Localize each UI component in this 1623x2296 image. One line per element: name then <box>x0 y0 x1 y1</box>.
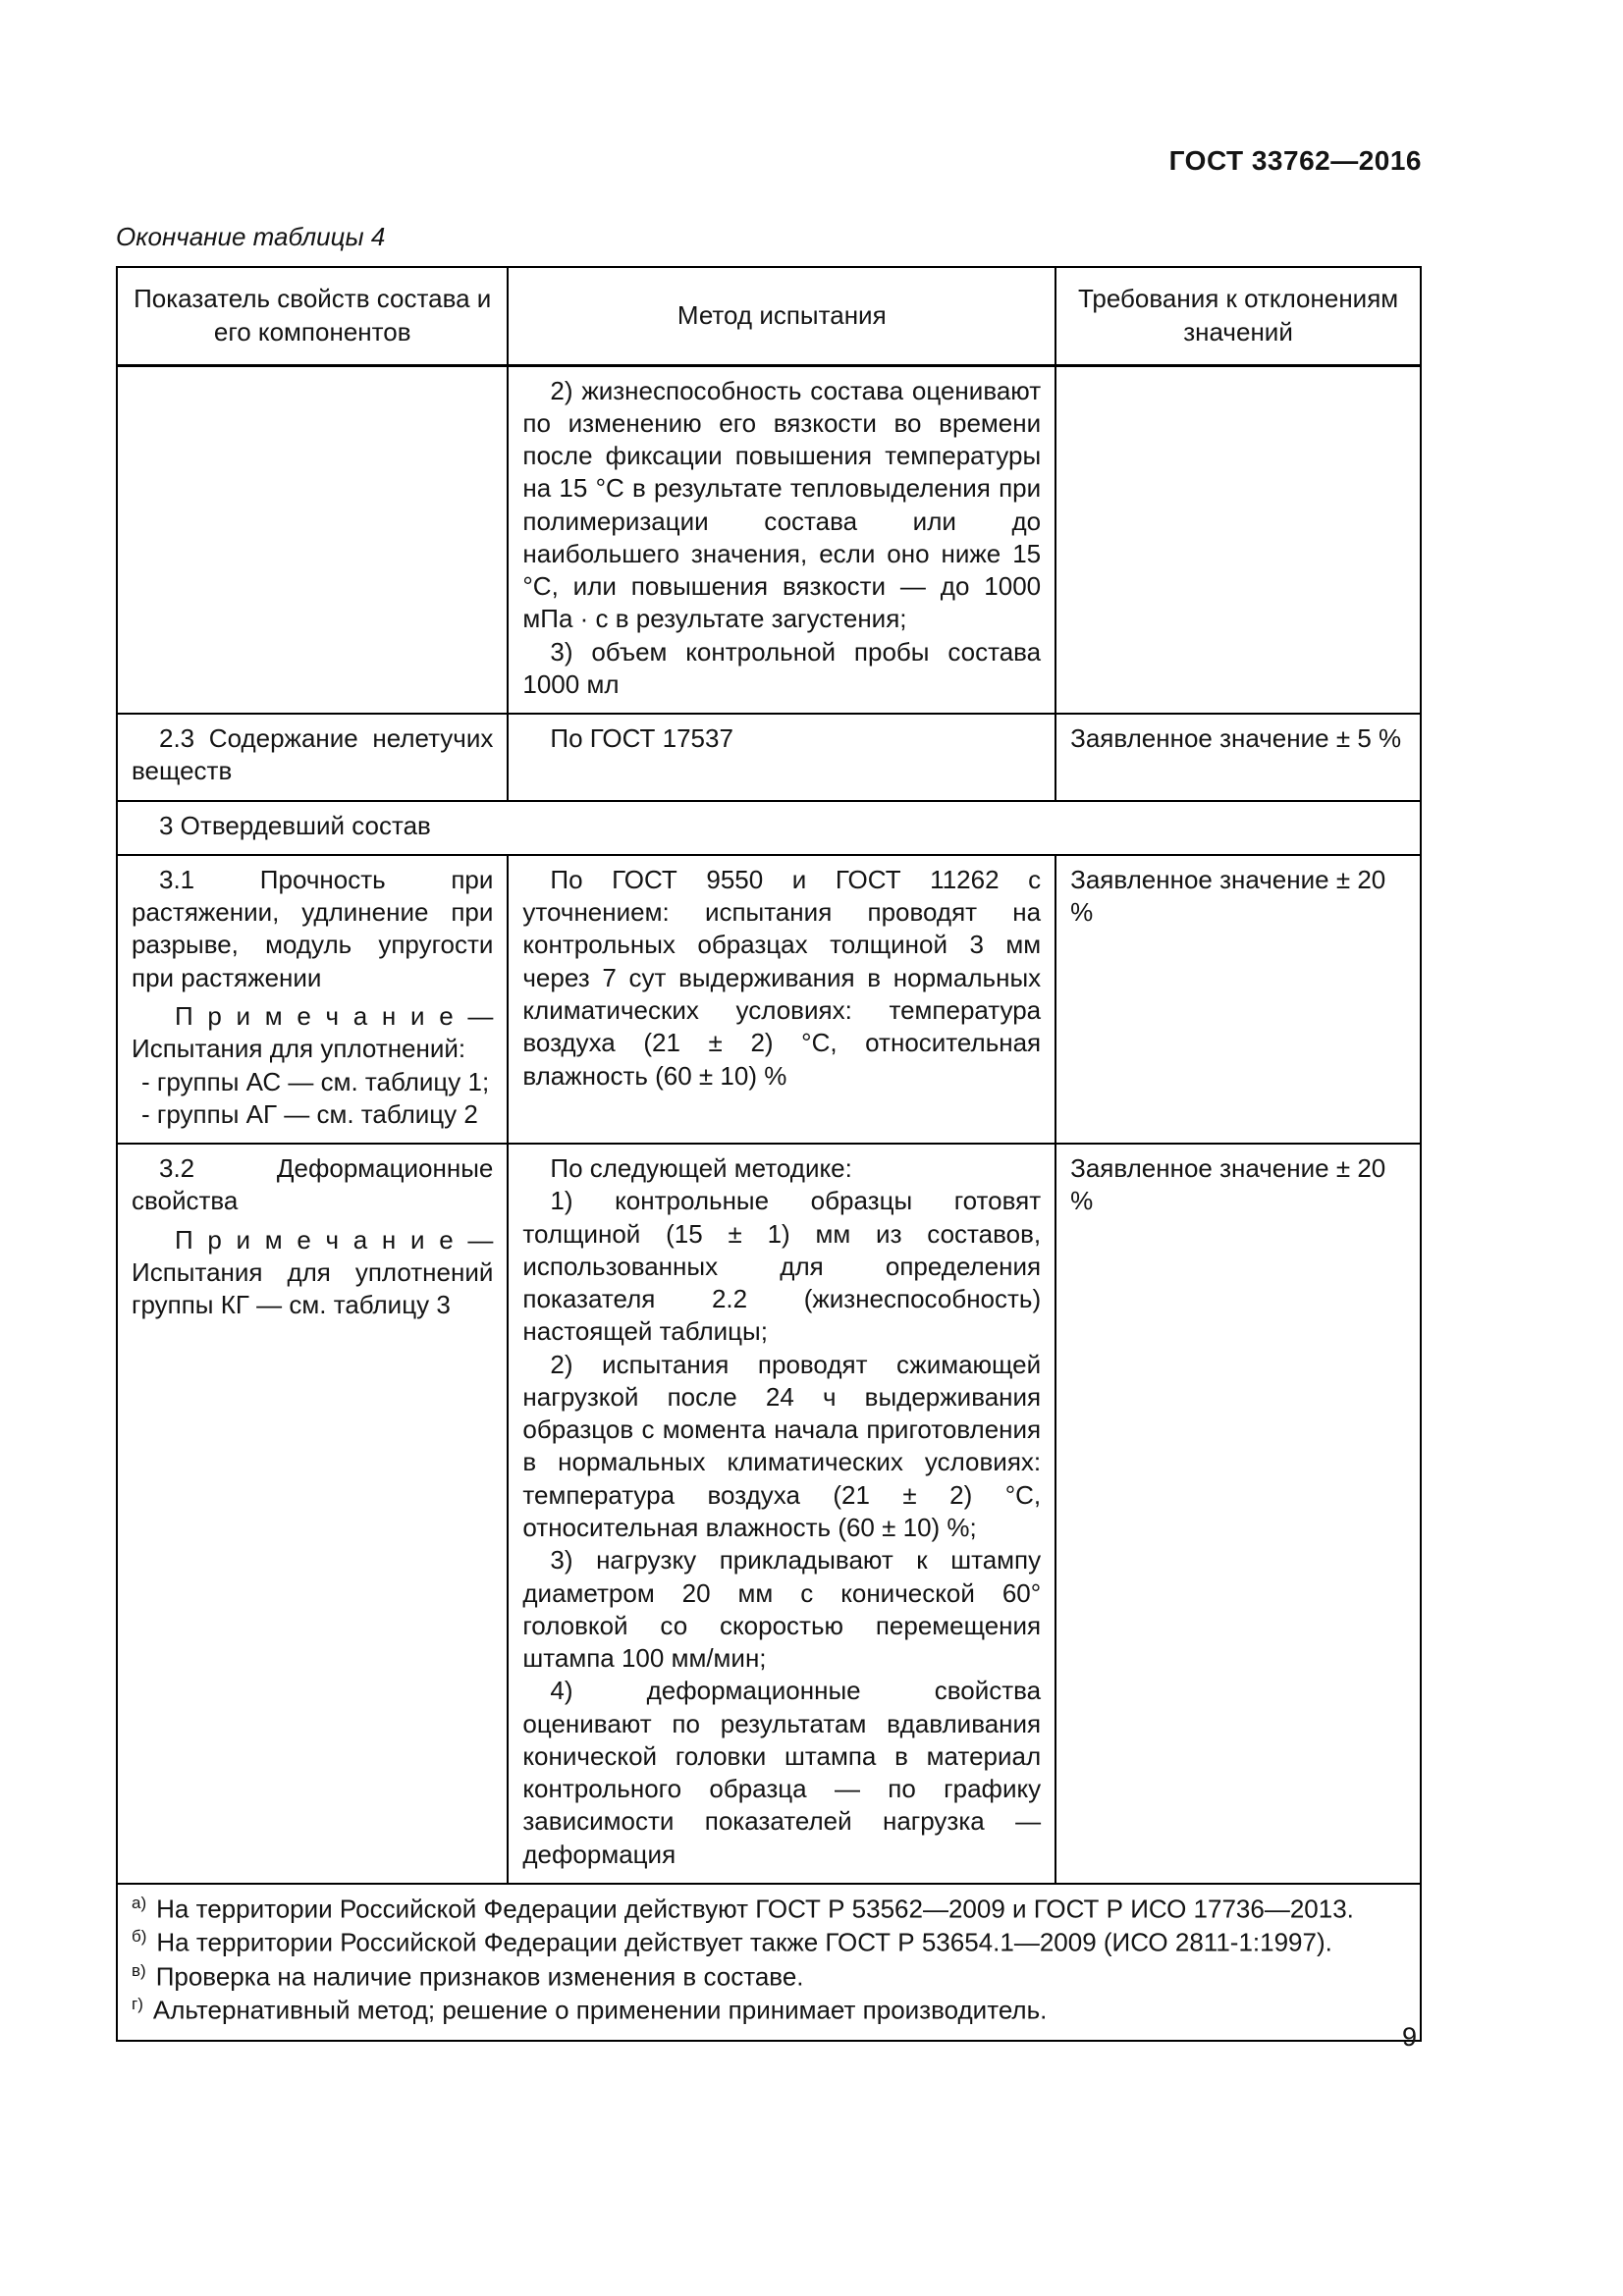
footnote-marker: г) <box>132 1995 143 2014</box>
table-header <box>117 267 1421 365</box>
cell-section-title <box>117 801 1421 855</box>
method-paragraph: 3) нагрузку прикладывают к штампу диаметром 20 мм с конической 60° головкой со скоростью перемещения штампа 100 мм/мин; <box>522 1545 1042 1674</box>
table-row-footnotes <box>117 1884 1421 2041</box>
page-number: 9 <box>1401 2022 1417 2052</box>
table-row-3-2 <box>117 1144 1421 1884</box>
cell-method <box>508 365 1055 714</box>
requirement-text: Заявленное значение ± 5 % <box>1070 723 1402 754</box>
note-list-item: - группы АС — см. таблицу 1; <box>141 1066 490 1096</box>
table-row-continuation <box>117 365 1421 714</box>
indicator-paragraph: 3.1 Прочность при растяжении, удлинение при разрыве, модуль упругости при растяжении <box>132 864 494 992</box>
table-row-2-3 <box>117 714 1421 801</box>
method-paragraph: 3) объем контрольной пробы состава 1000 мл <box>522 636 1042 699</box>
footnote <box>132 1960 1406 1994</box>
method-paragraph: 2) жизнеспособность состава оценивают по изменению его вязкости во времени после фиксации повышения температуры на 15 °С в результате тепловыделения при полимеризации состава или до наибольшего значения, если оно ниже 15 °С, или повышения вязкости — до 1000 мПа · с в результате загустения; <box>522 375 1042 634</box>
cell-requirement <box>1055 714 1421 801</box>
cell-indicator <box>117 714 508 801</box>
method-paragraph: По ГОСТ 17537 <box>550 723 733 754</box>
cell-method <box>508 855 1055 1144</box>
cell-requirement <box>1055 1144 1421 1884</box>
method-paragraph: По ГОСТ 9550 и ГОСТ 11262 с уточнением: испытания проводят на контрольных образцах толщиной 3 мм через 7 сут выдерживания в нормальных климатических условиях: температура воздуха (21 ± 2) °С, относительная влажность (60 ± 10) % <box>522 864 1042 1091</box>
column-header-requirements: Требования к отклонениям значений <box>1055 267 1421 365</box>
requirement-text: Заявленное значение ± 20 % <box>1070 864 1386 928</box>
footnote-marker: б) <box>132 1927 147 1947</box>
column-header-indicator: Показатель свойств состава и его компонентов <box>117 267 508 365</box>
footnote <box>132 1926 1406 1959</box>
doc-standard-number: ГОСТ 33762—2016 <box>1168 145 1422 176</box>
footnote <box>132 1893 1406 1926</box>
table-caption: Окончание таблицы 4 <box>116 222 386 251</box>
note-paragraph: П р и м е ч а н и е — Испытания для уплотнений: <box>132 1001 494 1064</box>
table-header-row <box>117 267 1421 365</box>
footnote-text: Альтернативный метод; решение о применении принимает производитель. <box>152 1995 1048 2025</box>
method-paragraph: 1) контрольные образцы готовят толщиной (15 ± 1) мм из составов, использованных для определения показателя 2.2 (жизнеспособность) настоящей таблицы; <box>522 1186 1042 1347</box>
cell-method <box>508 1144 1055 1884</box>
cell-method <box>508 714 1055 801</box>
cell-indicator-empty <box>117 365 508 714</box>
footnote-text: На территории Российской Федерации действует также ГОСТ Р 53654.1—2009 (ИСО 2811-1:1997). <box>156 1928 1332 1958</box>
footnote-text: Проверка на наличие признаков изменения в составе. <box>155 1961 804 1992</box>
cell-footnotes <box>117 1884 1421 2041</box>
footnote-text: На территории Российской Федерации действуют ГОСТ Р 53562—2009 и ГОСТ Р ИСО 17736—2013. <box>156 1894 1354 1924</box>
cell-indicator <box>117 1144 508 1884</box>
indicator-paragraph: 2.3 Содержание нелетучих веществ <box>132 723 494 786</box>
table-4 <box>116 266 1422 2042</box>
footnote <box>132 1994 1406 2027</box>
indicator-paragraph: 3.2 Деформационные свойства <box>132 1153 494 1216</box>
requirement-text: Заявленное значение ± 20 % <box>1070 1153 1386 1216</box>
footnote-marker: а) <box>132 1893 147 1912</box>
method-paragraph: По следующей методике: <box>550 1153 852 1184</box>
section-title: 3 Отвердевший состав <box>159 810 431 840</box>
cell-indicator <box>117 855 508 1144</box>
cell-requirement <box>1055 855 1421 1144</box>
note-list-item: - группы АГ — см. таблицу 2 <box>141 1098 478 1129</box>
table-row-section-3 <box>117 801 1421 855</box>
cell-requirement-empty <box>1055 365 1421 714</box>
column-header-method: Метод испытания <box>508 267 1055 365</box>
footnote-marker: в) <box>132 1960 146 1980</box>
note-paragraph: П р и м е ч а н и е — Испытания для уплотнений группы КГ — см. таблицу 3 <box>132 1224 494 1320</box>
method-paragraph: 2) испытания проводят сжимающей нагрузкой после 24 ч выдерживания образцов с момента начала приготовления в нормальных климатических условиях: температура воздуха (21 ± 2) °С, относительная влажность (60 ± 10) %; <box>522 1349 1042 1542</box>
table-row-3-1 <box>117 855 1421 1144</box>
method-paragraph: 4) деформационные свойства оценивают по результатам вдавливания конической головки штампа в материал контрольного образца — по графику зависимости показателей нагрузка — деформация <box>522 1676 1042 1869</box>
